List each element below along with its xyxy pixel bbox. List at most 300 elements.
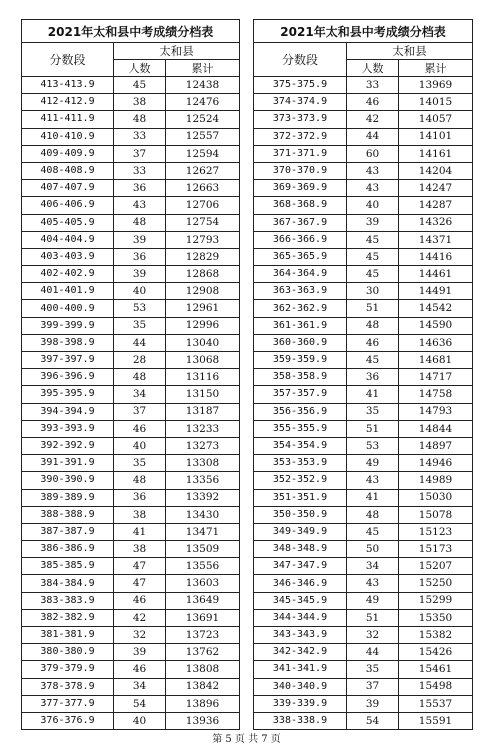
count-cell: 43 — [347, 180, 399, 197]
table-row — [254, 506, 473, 523]
score-range-cell: 410-410.9 — [22, 128, 114, 145]
score-range-cell: 354-354.9 — [254, 437, 347, 454]
score-range-cell: 392-392.9 — [22, 437, 114, 454]
table-row — [254, 472, 473, 489]
cumulative-cell: 14844 — [399, 420, 473, 437]
cumulative-cell: 13308 — [166, 455, 240, 472]
count-cell: 36 — [347, 369, 399, 386]
table-row — [254, 695, 473, 712]
count-cell: 45 — [347, 248, 399, 265]
score-range-cell: 413-413.9 — [22, 77, 114, 94]
count-cell: 51 — [347, 609, 399, 626]
cumulative-cell: 13896 — [166, 695, 240, 712]
cumulative-cell: 14247 — [399, 180, 473, 197]
score-range-cell: 396-396.9 — [22, 369, 114, 386]
count-cell: 45 — [114, 77, 166, 94]
score-range-cell: 356-356.9 — [254, 403, 347, 420]
score-range-cell: 368-368.9 — [254, 197, 347, 214]
count-cell: 33 — [114, 162, 166, 179]
cumulative-cell: 14204 — [399, 162, 473, 179]
cumulative-cell: 14946 — [399, 455, 473, 472]
score-range-cell: 359-359.9 — [254, 352, 347, 369]
cumulative-cell: 14057 — [399, 111, 473, 128]
count-cell: 45 — [347, 231, 399, 248]
table-row — [22, 94, 240, 111]
cumulative-cell: 15123 — [399, 523, 473, 540]
count-cell: 50 — [347, 541, 399, 558]
count-cell: 41 — [347, 386, 399, 403]
count-cell: 44 — [114, 334, 166, 351]
table-row — [22, 541, 240, 558]
cumulative-cell: 12754 — [166, 214, 240, 231]
count-cell: 54 — [114, 695, 166, 712]
table-row — [254, 523, 473, 540]
cumulative-cell: 14758 — [399, 386, 473, 403]
count-cell: 44 — [347, 128, 399, 145]
cumulative-cell: 14161 — [399, 145, 473, 162]
header-segment: 分数段 — [254, 43, 347, 77]
score-range-cell: 363-363.9 — [254, 283, 347, 300]
table-row — [254, 352, 473, 369]
count-cell: 33 — [114, 128, 166, 145]
table-row — [254, 437, 473, 454]
table-row — [254, 455, 473, 472]
cumulative-cell: 13068 — [166, 352, 240, 369]
score-range-cell: 404-404.9 — [22, 231, 114, 248]
cumulative-cell: 13356 — [166, 472, 240, 489]
table-row — [22, 111, 240, 128]
count-cell: 38 — [114, 506, 166, 523]
cumulative-cell: 15299 — [399, 592, 473, 609]
count-cell: 40 — [114, 437, 166, 454]
table-row — [254, 300, 473, 317]
score-range-cell: 405-405.9 — [22, 214, 114, 231]
score-range-cell: 353-353.9 — [254, 455, 347, 472]
table-row — [22, 437, 240, 454]
cumulative-cell: 15173 — [399, 541, 473, 558]
count-cell: 49 — [347, 455, 399, 472]
score-range-cell: 367-367.9 — [254, 214, 347, 231]
score-range-cell: 403-403.9 — [22, 248, 114, 265]
header-cumulative: 累计 — [399, 60, 473, 77]
count-cell: 48 — [114, 369, 166, 386]
cumulative-cell: 13273 — [166, 437, 240, 454]
count-cell: 46 — [114, 420, 166, 437]
count-cell: 46 — [347, 94, 399, 111]
cumulative-cell: 14491 — [399, 283, 473, 300]
count-cell: 39 — [114, 266, 166, 283]
score-range-cell: 398-398.9 — [22, 334, 114, 351]
count-cell: 49 — [347, 592, 399, 609]
cumulative-cell: 14636 — [399, 334, 473, 351]
cumulative-cell: 15461 — [399, 661, 473, 678]
cumulative-cell: 15382 — [399, 627, 473, 644]
count-cell: 60 — [347, 145, 399, 162]
count-cell: 44 — [347, 644, 399, 661]
cumulative-cell: 12996 — [166, 317, 240, 334]
table-row — [254, 712, 473, 729]
score-range-cell: 386-386.9 — [22, 541, 114, 558]
header-county: 太和县 — [347, 43, 473, 60]
score-range-cell: 351-351.9 — [254, 489, 347, 506]
score-range-cell: 372-372.9 — [254, 128, 347, 145]
count-cell: 43 — [114, 197, 166, 214]
score-range-cell: 343-343.9 — [254, 627, 347, 644]
score-range-cell: 361-361.9 — [254, 317, 347, 334]
score-range-cell: 373-373.9 — [254, 111, 347, 128]
score-range-cell: 379-379.9 — [22, 661, 114, 678]
score-range-cell: 385-385.9 — [22, 558, 114, 575]
score-tables — [21, 19, 472, 727]
count-cell: 35 — [347, 403, 399, 420]
count-cell: 39 — [347, 214, 399, 231]
cumulative-cell: 14590 — [399, 317, 473, 334]
count-cell: 38 — [114, 94, 166, 111]
table-row — [22, 403, 240, 420]
score-range-cell: 387-387.9 — [22, 523, 114, 540]
cumulative-cell: 14681 — [399, 352, 473, 369]
cumulative-cell: 14793 — [399, 403, 473, 420]
score-range-cell: 381-381.9 — [22, 627, 114, 644]
count-cell: 34 — [114, 386, 166, 403]
count-cell: 34 — [347, 558, 399, 575]
cumulative-cell: 15591 — [399, 712, 473, 729]
table-row — [22, 180, 240, 197]
count-cell: 46 — [347, 334, 399, 351]
cumulative-cell: 13116 — [166, 369, 240, 386]
count-cell: 37 — [114, 403, 166, 420]
cumulative-cell: 13808 — [166, 661, 240, 678]
table-row — [22, 558, 240, 575]
cumulative-cell: 13471 — [166, 523, 240, 540]
header-segment: 分数段 — [22, 43, 114, 77]
score-range-cell: 393-393.9 — [22, 420, 114, 437]
score-range-cell: 406-406.9 — [22, 197, 114, 214]
score-range-cell: 407-407.9 — [22, 180, 114, 197]
score-range-cell: 389-389.9 — [22, 489, 114, 506]
cumulative-cell: 15078 — [399, 506, 473, 523]
count-cell: 45 — [347, 266, 399, 283]
count-cell: 39 — [347, 695, 399, 712]
score-table-left — [21, 19, 240, 730]
cumulative-cell: 14897 — [399, 437, 473, 454]
cumulative-cell: 12663 — [166, 180, 240, 197]
table-row — [22, 317, 240, 334]
table-row — [22, 575, 240, 592]
table-row — [22, 695, 240, 712]
table-row — [254, 609, 473, 626]
score-range-cell: 383-383.9 — [22, 592, 114, 609]
score-range-cell: 358-358.9 — [254, 369, 347, 386]
count-cell: 54 — [347, 712, 399, 729]
score-range-cell: 375-375.9 — [254, 77, 347, 94]
count-cell: 40 — [114, 283, 166, 300]
table-row — [254, 403, 473, 420]
cumulative-cell: 12594 — [166, 145, 240, 162]
score-range-cell: 374-374.9 — [254, 94, 347, 111]
header-count: 人数 — [114, 60, 166, 77]
score-range-cell: 408-408.9 — [22, 162, 114, 179]
cumulative-cell: 14416 — [399, 248, 473, 265]
count-cell: 36 — [114, 248, 166, 265]
count-cell: 46 — [114, 592, 166, 609]
table-row — [22, 489, 240, 506]
cumulative-cell: 13509 — [166, 541, 240, 558]
table-row — [254, 197, 473, 214]
table-row — [22, 592, 240, 609]
table-row — [254, 644, 473, 661]
table-row — [22, 386, 240, 403]
table-row — [254, 558, 473, 575]
count-cell: 40 — [347, 197, 399, 214]
cumulative-cell: 13150 — [166, 386, 240, 403]
table-row — [22, 420, 240, 437]
score-range-cell: 409-409.9 — [22, 145, 114, 162]
cumulative-cell: 15350 — [399, 609, 473, 626]
score-range-cell: 388-388.9 — [22, 506, 114, 523]
table-row — [254, 627, 473, 644]
table-row — [254, 266, 473, 283]
table-row — [254, 180, 473, 197]
cumulative-cell: 15498 — [399, 678, 473, 695]
table-row — [22, 266, 240, 283]
score-table-right — [253, 19, 473, 730]
score-range-cell: 342-342.9 — [254, 644, 347, 661]
table-row — [254, 283, 473, 300]
cumulative-cell: 12476 — [166, 94, 240, 111]
table-row — [254, 162, 473, 179]
count-cell: 41 — [347, 489, 399, 506]
cumulative-cell: 13691 — [166, 609, 240, 626]
table-row — [254, 317, 473, 334]
score-range-cell: 366-366.9 — [254, 231, 347, 248]
table-row — [22, 644, 240, 661]
cumulative-cell: 14101 — [399, 128, 473, 145]
table-row — [254, 661, 473, 678]
cumulative-cell: 12706 — [166, 197, 240, 214]
count-cell: 51 — [347, 300, 399, 317]
cumulative-cell: 12908 — [166, 283, 240, 300]
header-cumulative: 累计 — [166, 60, 240, 77]
score-range-cell: 347-347.9 — [254, 558, 347, 575]
score-range-cell: 400-400.9 — [22, 300, 114, 317]
cumulative-cell: 14989 — [399, 472, 473, 489]
score-range-cell: 357-357.9 — [254, 386, 347, 403]
count-cell: 51 — [347, 420, 399, 437]
score-range-cell: 395-395.9 — [22, 386, 114, 403]
count-cell: 43 — [347, 575, 399, 592]
count-cell: 47 — [114, 558, 166, 575]
score-range-cell: 370-370.9 — [254, 162, 347, 179]
cumulative-cell: 12627 — [166, 162, 240, 179]
cumulative-cell: 13233 — [166, 420, 240, 437]
table-row — [22, 472, 240, 489]
score-range-cell: 384-384.9 — [22, 575, 114, 592]
score-range-cell: 391-391.9 — [22, 455, 114, 472]
table-body — [254, 77, 473, 730]
table-row — [254, 420, 473, 437]
table-row — [22, 300, 240, 317]
count-cell: 36 — [114, 489, 166, 506]
table-row — [22, 609, 240, 626]
count-cell: 43 — [347, 162, 399, 179]
cumulative-cell: 14461 — [399, 266, 473, 283]
cumulative-cell: 14326 — [399, 214, 473, 231]
count-cell: 42 — [114, 609, 166, 626]
table-row — [254, 575, 473, 592]
table-row — [22, 369, 240, 386]
cumulative-cell: 13603 — [166, 575, 240, 592]
table-row — [22, 128, 240, 145]
table-row — [254, 111, 473, 128]
table-row — [22, 214, 240, 231]
cumulative-cell: 14015 — [399, 94, 473, 111]
cumulative-cell: 12829 — [166, 248, 240, 265]
score-range-cell: 371-371.9 — [254, 145, 347, 162]
table-row — [22, 162, 240, 179]
score-range-cell: 364-364.9 — [254, 266, 347, 283]
table-row — [254, 334, 473, 351]
count-cell: 35 — [114, 455, 166, 472]
table-row — [254, 541, 473, 558]
score-range-cell: 378-378.9 — [22, 678, 114, 695]
table-body — [22, 77, 240, 730]
score-range-cell: 349-349.9 — [254, 523, 347, 540]
score-range-cell: 355-355.9 — [254, 420, 347, 437]
table-row — [22, 145, 240, 162]
cumulative-cell: 12524 — [166, 111, 240, 128]
table-row — [254, 489, 473, 506]
table-row — [22, 678, 240, 695]
table-row — [254, 231, 473, 248]
count-cell: 37 — [347, 678, 399, 695]
count-cell: 48 — [114, 472, 166, 489]
table-row — [254, 128, 473, 145]
count-cell: 38 — [114, 541, 166, 558]
table-row — [22, 77, 240, 94]
header-count: 人数 — [347, 60, 399, 77]
cumulative-cell: 12961 — [166, 300, 240, 317]
count-cell: 45 — [347, 352, 399, 369]
score-range-cell: 352-352.9 — [254, 472, 347, 489]
score-range-cell: 377-377.9 — [22, 695, 114, 712]
count-cell: 30 — [347, 283, 399, 300]
count-cell: 35 — [114, 317, 166, 334]
score-range-cell: 401-401.9 — [22, 283, 114, 300]
count-cell: 53 — [114, 300, 166, 317]
cumulative-cell: 14542 — [399, 300, 473, 317]
table-row — [254, 369, 473, 386]
score-range-cell: 380-380.9 — [22, 644, 114, 661]
count-cell: 41 — [114, 523, 166, 540]
count-cell: 39 — [114, 231, 166, 248]
table-row — [254, 77, 473, 94]
score-range-cell: 394-394.9 — [22, 403, 114, 420]
count-cell: 39 — [114, 644, 166, 661]
cumulative-cell: 13762 — [166, 644, 240, 661]
count-cell: 48 — [114, 111, 166, 128]
score-range-cell: 411-411.9 — [22, 111, 114, 128]
cumulative-cell: 15537 — [399, 695, 473, 712]
cumulative-cell: 15250 — [399, 575, 473, 592]
table-row — [254, 592, 473, 609]
count-cell: 32 — [347, 627, 399, 644]
count-cell: 36 — [114, 180, 166, 197]
score-range-cell: 345-345.9 — [254, 592, 347, 609]
score-range-cell: 369-369.9 — [254, 180, 347, 197]
score-range-cell: 382-382.9 — [22, 609, 114, 626]
count-cell: 48 — [347, 506, 399, 523]
count-cell: 33 — [347, 77, 399, 94]
count-cell: 42 — [347, 111, 399, 128]
score-range-cell: 340-340.9 — [254, 678, 347, 695]
cumulative-cell: 14371 — [399, 231, 473, 248]
count-cell: 28 — [114, 352, 166, 369]
count-cell: 43 — [347, 472, 399, 489]
cumulative-cell: 12868 — [166, 266, 240, 283]
table-row — [254, 678, 473, 695]
cumulative-cell: 14287 — [399, 197, 473, 214]
table-row — [22, 197, 240, 214]
table-row — [254, 214, 473, 231]
table-row — [22, 523, 240, 540]
score-range-cell: 399-399.9 — [22, 317, 114, 334]
cumulative-cell: 15030 — [399, 489, 473, 506]
cumulative-cell: 13842 — [166, 678, 240, 695]
score-range-cell: 348-348.9 — [254, 541, 347, 558]
table-row — [22, 248, 240, 265]
count-cell: 32 — [114, 627, 166, 644]
count-cell: 34 — [114, 678, 166, 695]
count-cell: 46 — [114, 661, 166, 678]
count-cell: 53 — [347, 437, 399, 454]
page-footer: 第 5 页 共 7 页 — [212, 734, 281, 745]
cumulative-cell: 13649 — [166, 592, 240, 609]
score-range-cell: 397-397.9 — [22, 352, 114, 369]
cumulative-cell: 12438 — [166, 77, 240, 94]
cumulative-cell: 13723 — [166, 627, 240, 644]
score-range-cell: 344-344.9 — [254, 609, 347, 626]
table-title: 2021年太和县中考成绩分档表 — [22, 20, 240, 43]
score-range-cell: 365-365.9 — [254, 248, 347, 265]
table-row — [254, 386, 473, 403]
count-cell: 40 — [114, 712, 166, 729]
table-row — [22, 661, 240, 678]
cumulative-cell: 13430 — [166, 506, 240, 523]
cumulative-cell: 13556 — [166, 558, 240, 575]
table-title: 2021年太和县中考成绩分档表 — [254, 20, 473, 43]
table-row — [254, 248, 473, 265]
score-range-cell: 341-341.9 — [254, 661, 347, 678]
cumulative-cell: 12793 — [166, 231, 240, 248]
cumulative-cell: 13936 — [166, 712, 240, 729]
table-row — [22, 627, 240, 644]
table-row — [22, 506, 240, 523]
score-range-cell: 412-412.9 — [22, 94, 114, 111]
cumulative-cell: 14717 — [399, 369, 473, 386]
cumulative-cell: 13187 — [166, 403, 240, 420]
cumulative-cell: 13969 — [399, 77, 473, 94]
score-range-cell: 362-362.9 — [254, 300, 347, 317]
score-range-cell: 402-402.9 — [22, 266, 114, 283]
count-cell: 48 — [114, 214, 166, 231]
score-range-cell: 376-376.9 — [22, 712, 114, 729]
score-range-cell: 390-390.9 — [22, 472, 114, 489]
count-cell: 35 — [347, 661, 399, 678]
table-row — [22, 283, 240, 300]
score-range-cell: 346-346.9 — [254, 575, 347, 592]
header-county: 太和县 — [114, 43, 240, 60]
